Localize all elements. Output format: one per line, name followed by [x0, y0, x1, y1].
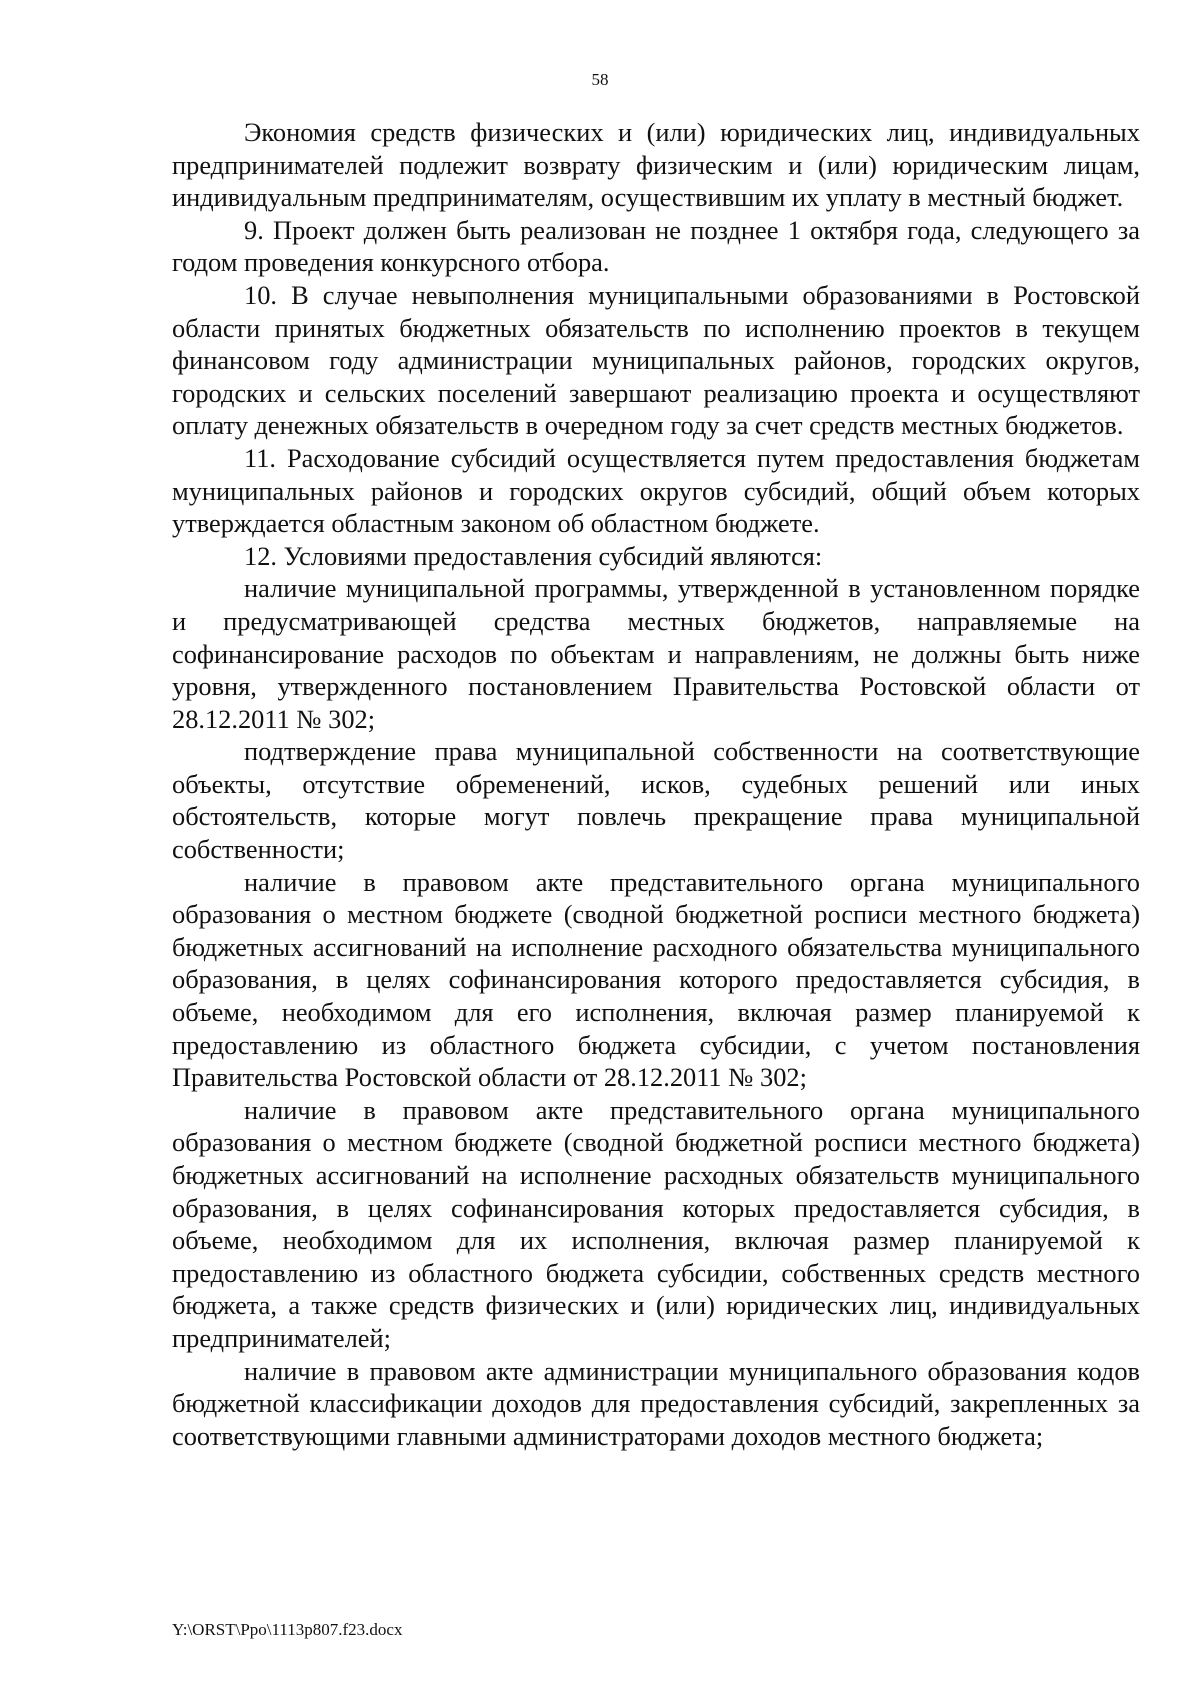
paragraph-item-10: 10. В случае невыполнения муниципальными образованиями в Ростовской области принятых бюджетных обязательств по исполнению проектов в текущем финансовом году администрации муниципальных районов, городских округов, городских и сельских поселений завершают реализацию проекта и осуществляют оплату денежных обязательств в очередном году за счет средств местных бюджетов. — [172, 279, 1140, 441]
page-number: 58 — [591, 70, 609, 89]
paragraph-condition-budget-obligation: наличие в правовом акте представительного органа муниципального образования о местном бюджете (сводной бюджетной росписи местного бюджета) бюджетных ассигнований на исполнение расходного обязательства муниципального образования, в целях софинансирования которого предоставляется субсидия, в объеме, необходимом для его исполнения, включая размер планируемой к предоставлению из областного бюджета субсидии, с учетом постановления Правительства Ростовской области от 28.12.2011 № 302; — [172, 866, 1140, 1093]
paragraph-condition-classification-codes: наличие в правовом акте администрации муниципального образования кодов бюджетной классификации доходов для предоставления субсидий, закрепленных за соответствующими главными администраторами доходов местного бюджета; — [172, 1355, 1140, 1451]
paragraph-condition-budget-obligations: наличие в правовом акте представительного органа муниципального образования о местном бюджете (сводной бюджетной росписи местного бюджета) бюджетных ассигнований на исполнение расходных обязательств муниципального образования, в целях софинансирования которых предоставляется субсидия, в объеме, необходимом для их исполнения, включая размер планируемой к предоставлению из областного бюджета субсидии, собственных средств местного бюджета, а также средств физических и (или) юридических лиц, индивидуальных предпринимателей; — [172, 1094, 1140, 1353]
paragraph-condition-program: наличие муниципальной программы, утвержденной в установленном порядке и предусматривающей средства местных бюджетов, направляемые на софинансирование расходов по объектам и направлениям, не должны быть ниже уровня, утвержденного постановлением Правительства Ростовской области от 28.12.2011 № 302; — [172, 573, 1140, 734]
paragraph-savings-return: Экономия средств физических и (или) юридических лиц, индивидуальных предпринимателей подлежит возврату физическим и (или) юридическим лицам, индивидуальным предпринимателям, осуществившим их уплату в местный бюджет. — [172, 117, 1140, 213]
paragraph-item-11: 11. Расходование субсидий осуществляется путем предоставления бюджетам муниципальных районов и городских округов субсидий, общий объем которых утверждается областным законом об областном бюджете. — [172, 442, 1140, 539]
footer-file-path: Y:\ORST\Ppo\1113p807.f23.docx — [172, 1620, 403, 1639]
paragraph-condition-ownership: подтверждение права муниципальной собственности на соответствующие объекты, отсутствие обременений, исков, судебных решений или иных обстоятельств, которые могут повлечь прекращение права муниципальной собственности; — [172, 736, 1140, 865]
paragraph-item-12: 12. Условиями предоставления субсидий являются: — [244, 540, 823, 571]
paragraph-item-9: 9. Проект должен быть реализован не позднее 1 октября года, следующего за годом проведения конкурсного отбора. — [172, 214, 1140, 278]
document-body — [172, 116, 1140, 1452]
